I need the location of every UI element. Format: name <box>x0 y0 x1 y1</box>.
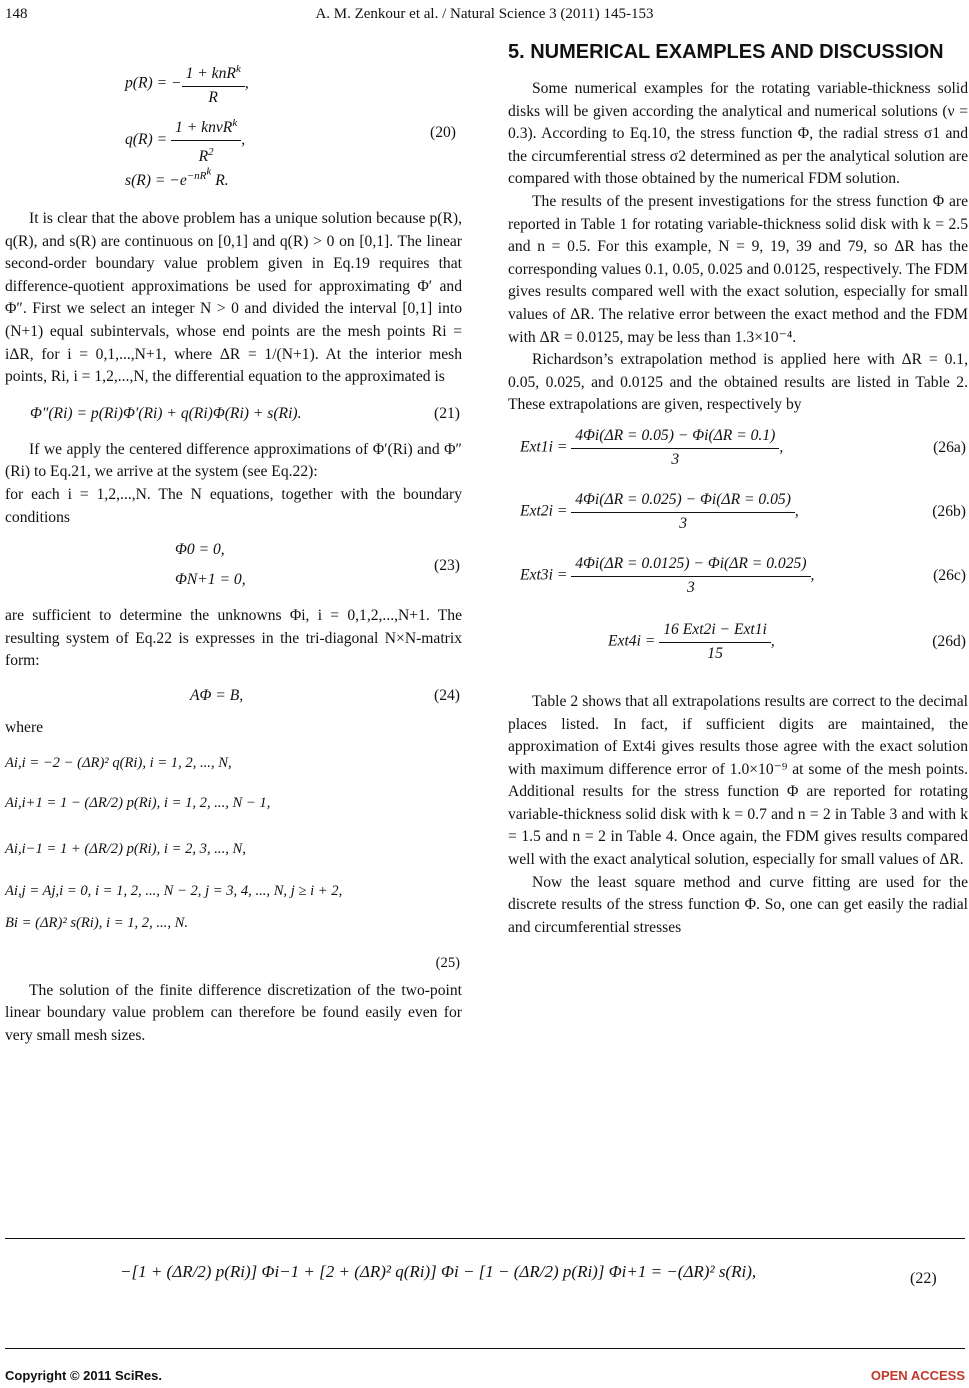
paragraph: It is clear that the above problem has a unique solution because p(R), q(R), and s(R) are continuous on [0,1] and q(R) > 0 on [0,1]. The linear second-order boundary value problem given in Eq.19 requires that difference-quotient approximations be used for approximating Φ′ and Φ″. First we select an integer N > 0 and divided the interval [0,1] into (N+1) equal subintervals, whose end points are the mesh points Ri = iΔR, for i = 0,1,...,N+1, where ΔR = 1/(N+1). At the interior mesh points, Ri, i = 1,2,...,N, the differential equation to the approximated is <box>5 210 462 386</box>
where-label: where <box>5 718 44 736</box>
copyright: Copyright © 2011 SciRes. <box>5 1368 162 1383</box>
equation-23: Φ0 = 0, ΦN+1 = 0, (23) <box>175 541 460 589</box>
paragraph: are sufficient to determine the unknowns Φi, i = 0,1,2,...,N+1. The resulting system of Eq.22 is expresses in the tri-diagonal N×N-matrix form: <box>5 607 462 670</box>
equation-20: p(R) = − $\frac{1 + knR^k}{R}$ , q(R) = $\frac{1 + kn\nu R^k}{R^2}$ , $s(R) = -e^{-nR^k}$ R. (20) <box>125 40 462 180</box>
right-column <box>508 40 968 939</box>
bottom-rule <box>5 1238 965 1239</box>
equation-25: Ai,i = −2 − (ΔR)² q(Ri), i = 1, 2, ..., N, Ai,i+1 = 1 − (ΔR/2) p(Ri), i = 1, 2, ..., N − 1, Ai,i−1 = 1 + (ΔR/2) p(Ri), i = 2, 3, ..., N, Ai,j = Aj,i = 0, i = 1, 2, ..., N − 2, j = 3, 4, ..., N, j ≥ i + 2, Bi = (ΔR)² s(Ri), i = 1, 2, ..., N. (25) <box>5 754 460 971</box>
paragraph: Table 2 shows that all extrapolations results are correct to the decimal places listed. In fact, if sufficient digits are maintained, the approximation of Ext4i gives results those agree with the exact solution with maximum difference error of 1.0×10⁻⁹ at some of the mesh points. Additional results for the stress function Φ are reported for rotating variable-thickness solid disk with k = 0.7 and n = 2 in Table 3 and with k = 1.5 and n = 2 in Table 4. Once again, the FDM gives results compared well with the exact analytical solution, especially for small values of ΔR. <box>508 692 968 869</box>
page-number: 148 <box>5 6 28 22</box>
equation-26c: Ext3i = $\frac{4\Phi i(\Delta R = 0.0125) - \Phi i(\Delta R = 0.025)}{3}$ , (26c) <box>520 554 966 596</box>
equation-26d: Ext4i = $\frac{\text{16 Ext2i − Ext1i}}{15}$ , (26d) <box>608 620 966 662</box>
equation-21: Φ″(Ri) = p(Ri)Φ′(Ri) + q(Ri)Φ(Ri) + s(Ri). (21) <box>30 404 460 422</box>
eq22-number: (22) <box>910 1270 937 1287</box>
equation-26a: Ext1i = $\frac{4\Phi i(\Delta R = 0.05) - \Phi i(\Delta R = 0.1)}{3}$ , (26a) <box>520 426 966 468</box>
page-header <box>0 0 969 30</box>
paragraph: Richardson’s extrapolation method is applied here with ΔR = 0.1, 0.05, 0.025, and 0.0125 and the obtained results are listed in Table 2. These extrapolations are given, respectively by <box>508 351 968 414</box>
equation-26b: Ext2i = $\frac{4\Phi i(\Delta R = 0.025) - \Phi i(\Delta R = 0.05)}{3}$ , (26b) <box>520 490 966 532</box>
equation-24: AΦ = B, (24) <box>190 686 460 704</box>
equation-22: −[1 + (ΔR/2) p(Ri)] Φi−1 + [2 + (ΔR)² q(Ri)] Φi − [1 − (ΔR/2) p(Ri)] Φi+1 = −(ΔR)² s(Ri), <box>120 1262 757 1281</box>
footer <box>5 1368 965 1383</box>
open-access-label: OPEN ACCESS <box>870 1368 965 1383</box>
footer-rule <box>5 1348 965 1349</box>
paragraph: If we apply the centered difference approximations of Φ′(Ri) and Φ″(Ri) to Eq.21, we arrive at the system (see Eq.22): <box>5 440 462 481</box>
eq20-number: (20) <box>430 124 456 141</box>
paragraph: for each i = 1,2,...,N. The N equations, together with the boundary conditions <box>5 485 462 526</box>
left-column <box>5 40 462 1047</box>
paragraph: Some numerical examples for the rotating variable-thickness solid disks will be given according the analytical and numerical solutions (ν = 0.3). According to Eq.10, the stress function Φ, the radial stress σ1 and the circumferential stress σ2 determined as per the analytical solution are compared with those obtained by the numerical FDM solution. <box>508 80 968 188</box>
running-title: A. M. Zenkour et al. / Natural Science 3 (2011) 145-153 <box>315 6 654 22</box>
paragraph: The solution of the finite difference discretization of the two-point linear boundary value problem can therefore be found easily even for very small mesh sizes. <box>5 981 462 1044</box>
paragraph: Now the least square method and curve fitting are used for the discrete results of the stress function Φ. So, one can get easily the radial and circumferential stresses <box>508 873 968 936</box>
section-heading: 5. NUMERICAL EXAMPLES AND DISCUSSION <box>508 41 944 63</box>
paragraph: The results of the present investigations for the stress function Φ are reported in Table 1 for rotating variable-thickness solid disk with k = 2.5 and n = 0.5. For this example, N = 9, 19, 39 and 79, so ΔR has the corresponding values 0.1, 0.05, 0.025 and 0.0125, respectively. The FDM gives results compared well with the exact solution, especially for small values of ΔR. The relative error between the exact method and the FDM with ΔR = 0.0125, may be less than 1.3×10⁻⁴. <box>508 192 968 346</box>
